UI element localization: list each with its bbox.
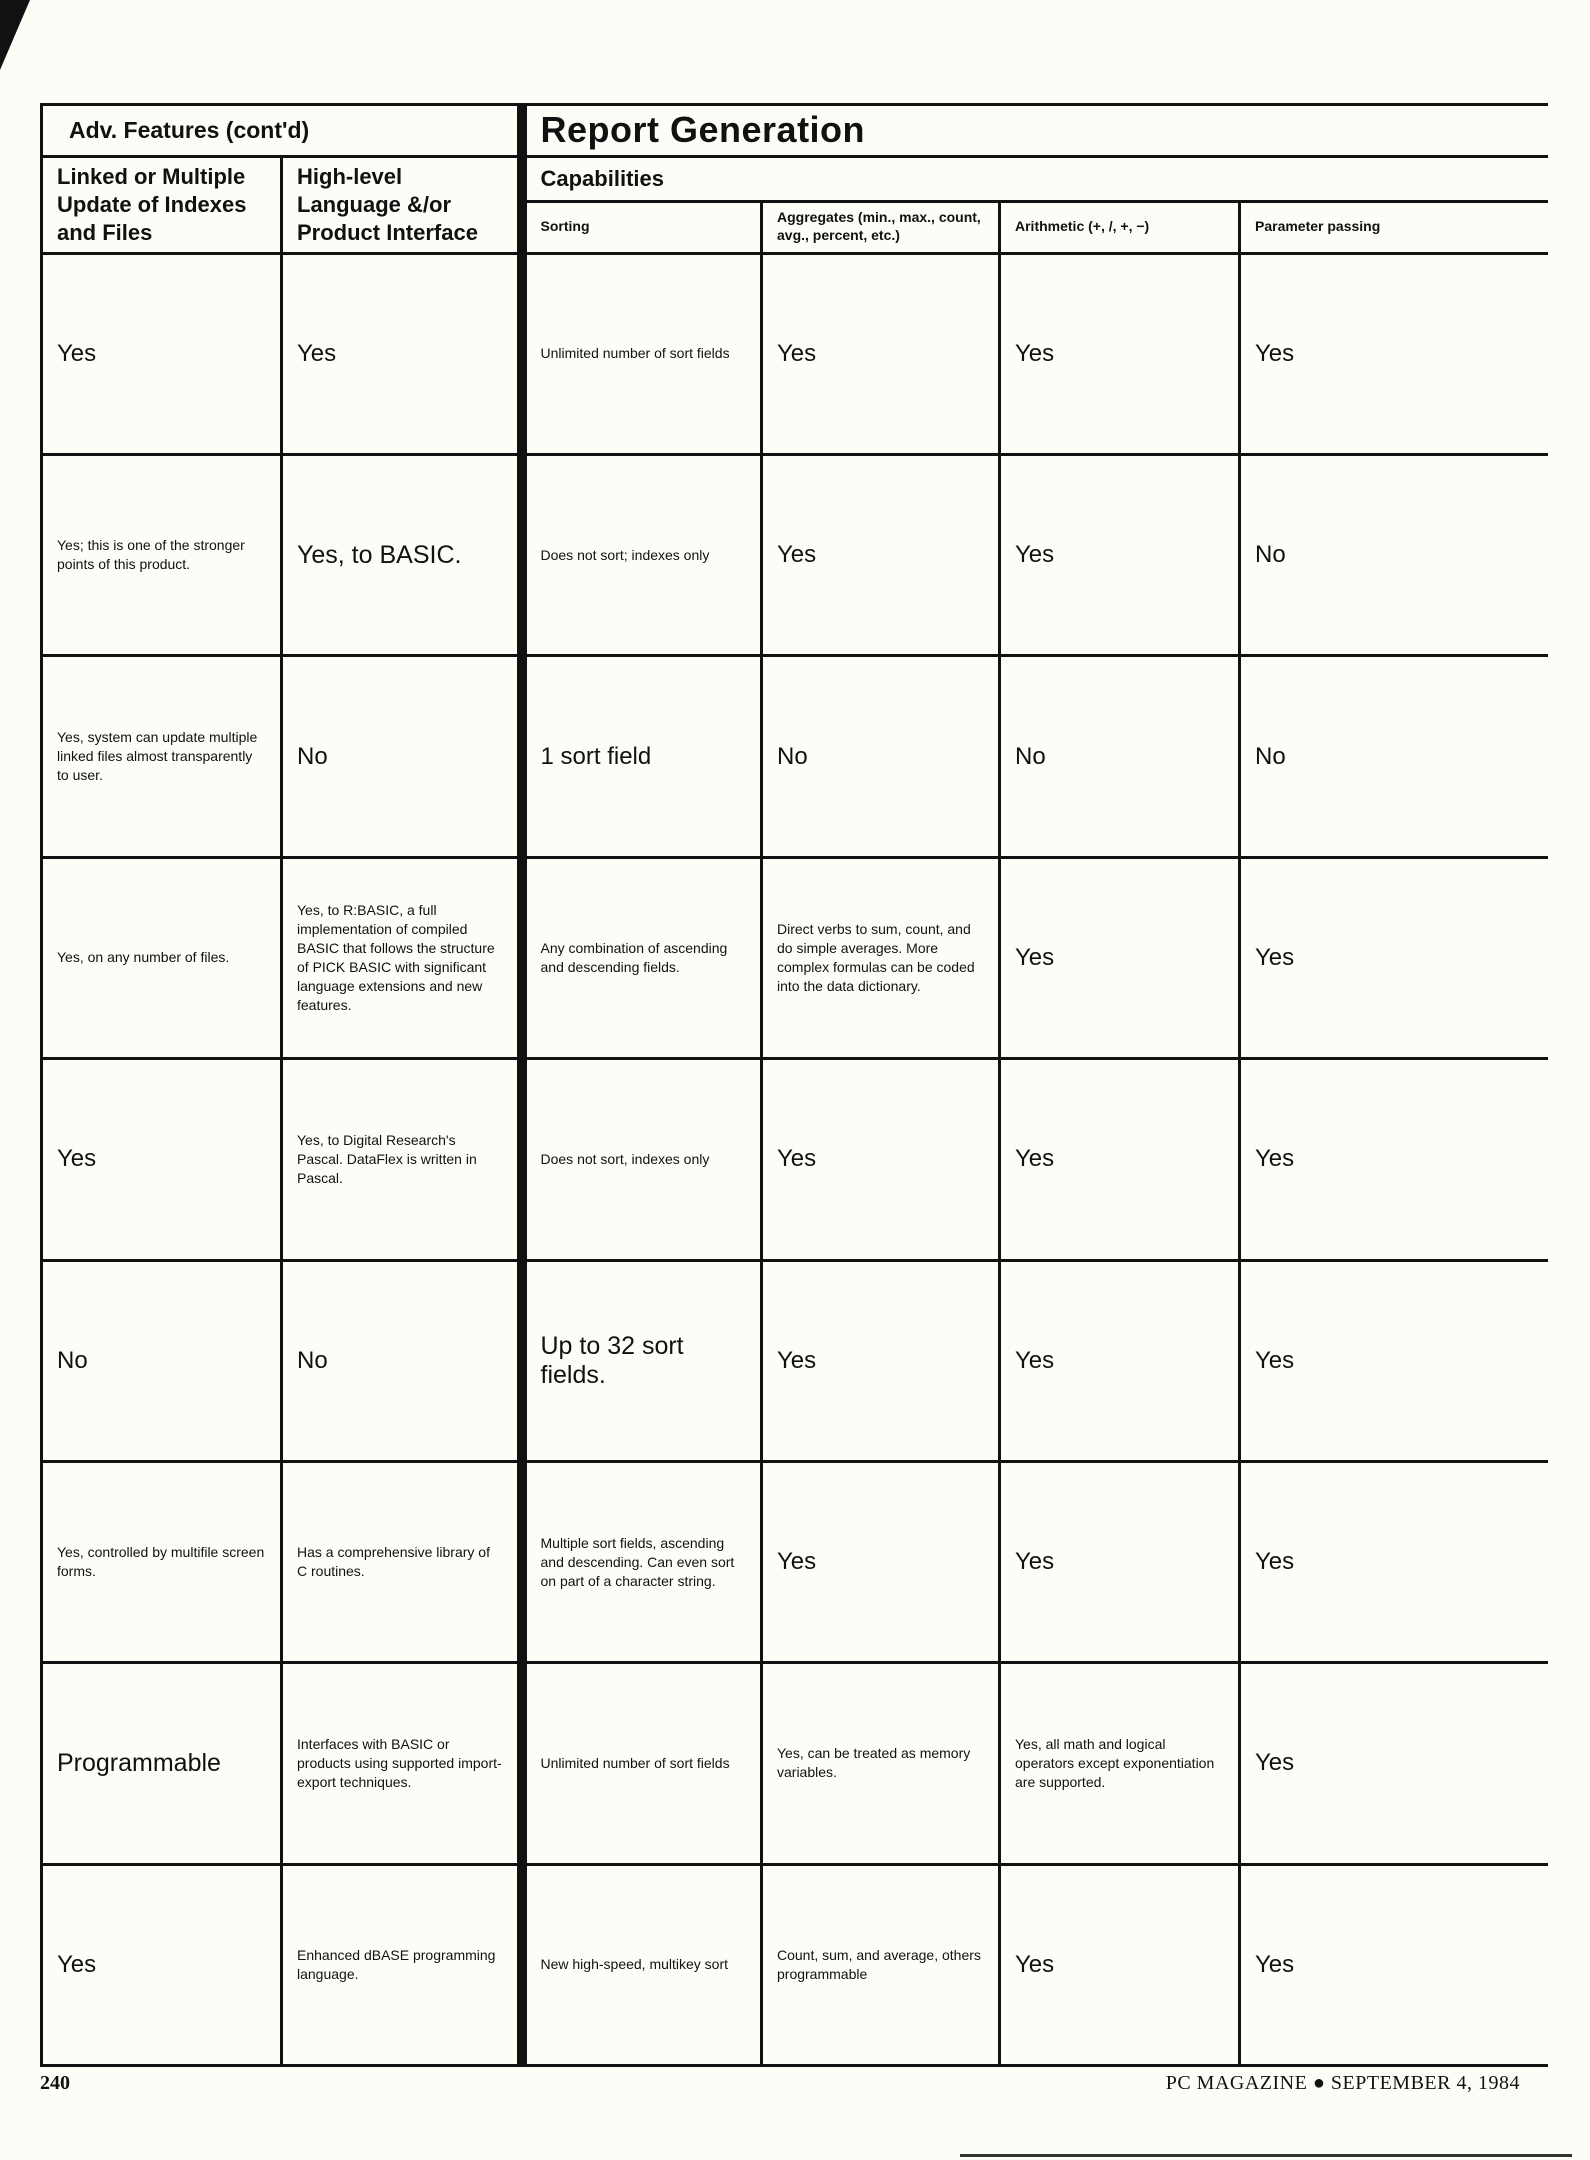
cell-linked: Yes xyxy=(42,1864,282,2065)
cell-parameter: No xyxy=(1240,455,1548,656)
cell-aggregates: Direct verbs to sum, count, and do simple averages. More complex formulas can be coded into the data dictionary. xyxy=(762,857,1000,1058)
col-header-aggregates-text: Aggregates (min., max., count, avg., percent, etc.) xyxy=(777,209,981,244)
cell-parameter: No xyxy=(1240,656,1548,857)
cell-aggregates: Count, sum, and average, others programmable xyxy=(762,1864,1000,2065)
cell-parameter: Yes xyxy=(1240,253,1548,454)
cell-linked: Yes xyxy=(42,253,282,454)
cell-parameter: Yes xyxy=(1240,1864,1548,2065)
cell-language: No xyxy=(282,656,522,857)
cell-arithmetic: Yes xyxy=(1000,1864,1240,2065)
col-header-sorting xyxy=(522,202,762,254)
cell-sorting: Does not sort, indexes only xyxy=(522,1059,762,1260)
bottom-rule xyxy=(960,2154,1572,2157)
capabilities-header-text: Capabilities xyxy=(540,165,664,191)
cell-language: Yes, to R:BASIC, a full implementation of compiled BASIC that follows the structure of PICK BASIC with significant language extensions and new features. xyxy=(282,857,522,1058)
cell-parameter: Yes xyxy=(1240,1260,1548,1461)
table-row xyxy=(42,1864,1548,2065)
col-header-arithmetic-text: Arithmetic (+, /, +, −) xyxy=(1015,218,1150,235)
table-row xyxy=(42,1663,1548,1864)
col-header-parameter xyxy=(1240,202,1548,254)
cell-arithmetic: Yes xyxy=(1000,1260,1240,1461)
cell-linked: Yes; this is one of the stronger points of this product. xyxy=(42,455,282,656)
cell-parameter: Yes xyxy=(1240,857,1548,1058)
cell-aggregates: Yes xyxy=(762,1461,1000,1662)
cell-aggregates: Yes xyxy=(762,1260,1000,1461)
table-row xyxy=(42,857,1548,1058)
cell-arithmetic: Yes xyxy=(1000,253,1240,454)
cell-parameter: Yes xyxy=(1240,1663,1548,1864)
col-header-sorting-text: Sorting xyxy=(540,218,590,235)
table-row xyxy=(42,656,1548,857)
report-generation-title-text: Report Generation xyxy=(540,109,866,151)
cell-parameter: Yes xyxy=(1240,1059,1548,1260)
corner-registration-mark xyxy=(0,0,30,70)
cell-aggregates: Yes, can be treated as memory variables. xyxy=(762,1663,1000,1864)
cell-aggregates: No xyxy=(762,656,1000,857)
adv-features-title-text: Adv. Features (cont'd) xyxy=(69,116,310,143)
cell-arithmetic: No xyxy=(1000,656,1240,857)
table-row xyxy=(42,253,1548,454)
cell-arithmetic: Yes xyxy=(1000,1059,1240,1260)
cell-linked: Yes, controlled by multifile screen forms. xyxy=(42,1461,282,1662)
col-header-parameter-text: Parameter passing xyxy=(1255,218,1381,235)
cell-sorting: New high-speed, multikey sort xyxy=(522,1864,762,2065)
report-generation-title xyxy=(522,105,1548,157)
cell-sorting: Unlimited number of sort fields xyxy=(522,1663,762,1864)
cell-language: Enhanced dBASE programming language. xyxy=(282,1864,522,2065)
cell-language: Yes, to Digital Research's Pascal. DataFlex is written in Pascal. xyxy=(282,1059,522,1260)
col-header-language xyxy=(282,156,522,253)
cell-sorting: Unlimited number of sort fields xyxy=(522,253,762,454)
table-row xyxy=(42,1461,1548,1662)
table-row xyxy=(42,1260,1548,1461)
cell-arithmetic: Yes xyxy=(1000,455,1240,656)
col-header-arithmetic xyxy=(1000,202,1240,254)
adv-features-title xyxy=(42,105,522,157)
cell-arithmetic: Yes xyxy=(1000,1461,1240,1662)
cell-sorting: Multiple sort fields, ascending and descending. Can even sort on part of a character string. xyxy=(522,1461,762,1662)
cell-language: Interfaces with BASIC or products using supported import-export techniques. xyxy=(282,1663,522,1864)
col-header-language-text: High-level Language &/or Product Interface xyxy=(297,163,478,245)
header-row-capabilities xyxy=(42,156,1548,202)
cell-language: No xyxy=(282,1260,522,1461)
cell-linked: No xyxy=(42,1260,282,1461)
cell-linked: Programmable xyxy=(42,1663,282,1864)
cell-linked: Yes xyxy=(42,1059,282,1260)
cell-sorting: Any combination of ascending and descending fields. xyxy=(522,857,762,1058)
cell-linked: Yes, system can update multiple linked files almost transparently to user. xyxy=(42,656,282,857)
cell-language: Has a comprehensive library of C routines. xyxy=(282,1461,522,1662)
cell-aggregates: Yes xyxy=(762,455,1000,656)
capabilities-header xyxy=(522,156,1548,202)
col-header-aggregates xyxy=(762,202,1000,254)
table-row xyxy=(42,455,1548,656)
page-number: 240 xyxy=(40,2072,70,2094)
cell-sorting: Does not sort; indexes only xyxy=(522,455,762,656)
cell-linked: Yes, on any number of files. xyxy=(42,857,282,1058)
cell-language: Yes xyxy=(282,253,522,454)
cell-arithmetic: Yes xyxy=(1000,857,1240,1058)
table-row xyxy=(42,1059,1548,1260)
publication-footer: PC MAGAZINE ● SEPTEMBER 4, 1984 xyxy=(1165,2072,1520,2094)
cell-sorting: 1 sort field xyxy=(522,656,762,857)
comparison-table xyxy=(40,103,1548,2067)
cell-language: Yes, to BASIC. xyxy=(282,455,522,656)
cell-aggregates: Yes xyxy=(762,1059,1000,1260)
cell-arithmetic: Yes, all math and logical operators except exponentiation are supported. xyxy=(1000,1663,1240,1864)
col-header-linked xyxy=(42,156,282,253)
header-row-titles xyxy=(42,105,1548,157)
cell-sorting: Up to 32 sort fields. xyxy=(522,1260,762,1461)
cell-aggregates: Yes xyxy=(762,253,1000,454)
col-header-linked-text: Linked or Multiple Update of Indexes and Files xyxy=(57,163,247,245)
cell-parameter: Yes xyxy=(1240,1461,1548,1662)
